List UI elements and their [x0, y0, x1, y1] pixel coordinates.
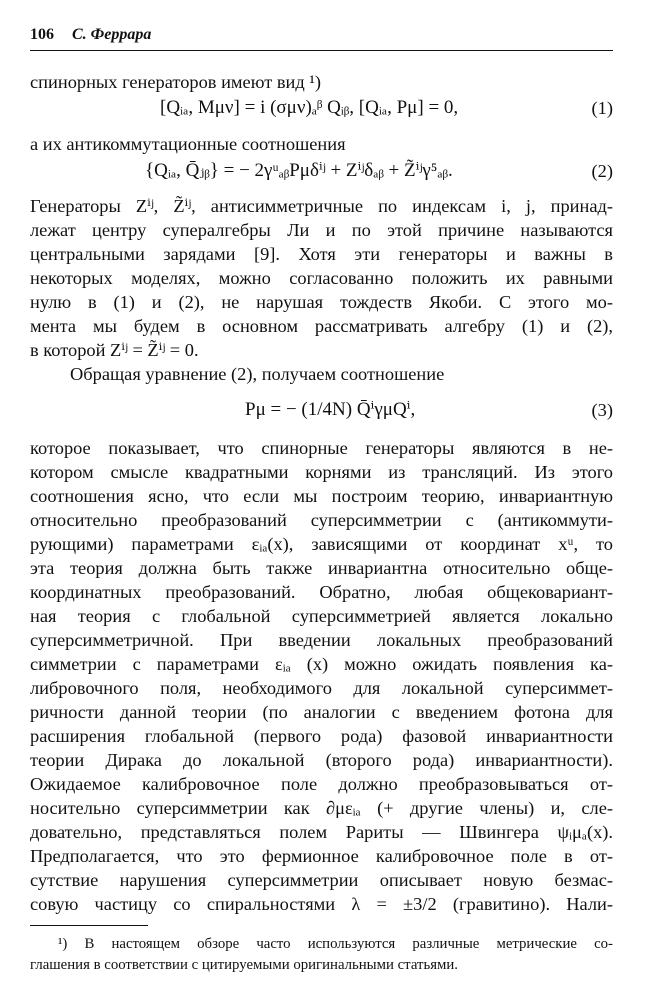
text-line: ная теория с глобальной суперсимметрией является локально	[30, 606, 613, 626]
text-line: сутствие нарушения суперсимметрии описывает новую безмас-	[30, 870, 613, 890]
text-line: а их антикоммутационные соотношения	[30, 134, 346, 154]
text-line: котором смысле квадратными корнями из трансляций. Из этого	[30, 462, 613, 482]
text-line: расширения глобальной (первого рода) фазовой инвариантности	[30, 726, 613, 746]
text-line: Обращая уравнение (2), получаем соотношение	[70, 364, 445, 384]
equation-number-1: (1)	[591, 98, 613, 118]
footnote-line: ¹) В настоящем обзоре часто используются различные метрические со-	[58, 936, 613, 952]
equation-1: [Qᵢₐ, Mμν] = i (σμν)ₐᵝ Qᵢᵦ, [Qᵢₐ, Pμ] = 0,	[160, 97, 459, 118]
equation-2: {Qᵢₐ, Q̄ⱼᵦ} = − 2γᵘₐᵦPμδⁱʲ + Zⁱʲδₐᵦ + Z̃ⁱʲγ⁵ₐᵦ.	[145, 160, 453, 181]
text-line: симметрии с параметрами εᵢₐ (x) можно ожидать появления ка-	[30, 654, 613, 674]
text-line: некоторых моделях, можно согласованно положить их равными	[30, 268, 613, 288]
text-line: рующими) параметрами εᵢₐ(x), зависящими от координат xᵘ, то	[30, 534, 613, 554]
text-line: ричности данной теории (по аналогии с введением фотона для	[30, 702, 613, 722]
equation-number-3: (3)	[591, 400, 613, 420]
text-line: Предполагается, что это фермионное калибровочное поле в от-	[30, 846, 613, 866]
text-line: мента мы будем в основном рассматривать алгебру (1) и (2),	[30, 316, 613, 336]
text-line: нулю в (1) и (2), не нарушая тождеств Якоби. С этого мо-	[30, 292, 613, 312]
text-line: Генераторы Zⁱʲ, Z̃ⁱʲ, антисимметричные по индексам i, j, принад-	[30, 196, 613, 216]
header-rule	[30, 50, 613, 51]
text-line: суперсимметричной. При введении локальных преобразований	[30, 630, 613, 650]
text-line: которое показывает, что спинорные генераторы являются в не-	[30, 438, 613, 458]
text-line: довательно, представляться полем Рариты — Швингера ψᵢμₐ(x).	[30, 822, 613, 842]
footnote-rule	[30, 925, 148, 926]
running-header	[30, 26, 151, 44]
text-line: координатных преобразований. Обратно, любая общековариант-	[30, 582, 613, 602]
text-line: эта теория должна быть также инвариантна относительно обще-	[30, 558, 613, 578]
text-line: либровочного поля, необходимого для локальной суперсиммет-	[30, 678, 613, 698]
equation-number-2: (2)	[591, 161, 613, 181]
text-line: спинорных генераторов имеют вид ¹)	[30, 72, 321, 92]
text-line: носительно суперсимметрии как ∂μεᵢₐ (+ другие члены) и, сле-	[30, 798, 613, 818]
equation-3: Pμ = − (1/4N) Q̄ⁱγμQⁱ,	[245, 399, 416, 420]
page-number: 106	[30, 26, 54, 43]
text-line: центральными зарядами [9]. Хотя эти генераторы и важны в	[30, 244, 613, 264]
text-line: лежат центру супералгебры Ли и по этой причине называются	[30, 220, 613, 240]
footnote-line: глашения в соответствии с цитируемыми оригинальными статьями.	[30, 957, 459, 973]
text-line: соотношения ясно, что если мы построим теорию, инвариантную	[30, 486, 613, 506]
running-head-author: С. Феррара	[72, 26, 152, 43]
text-line: Ожидаемое калибровочное поле должно преобразовываться от-	[30, 774, 613, 794]
text-line: в которой Zⁱʲ = Z̃ⁱʲ = 0.	[30, 340, 199, 360]
text-line: относительно преобразований суперсимметрии с (антикоммути-	[30, 510, 613, 530]
text-line: совую частицу со спиральностями λ = ±3/2 (гравитино). Нали-	[30, 894, 613, 914]
text-line: теории Дирака до локальной (второго рода) инвариантности).	[30, 750, 613, 770]
